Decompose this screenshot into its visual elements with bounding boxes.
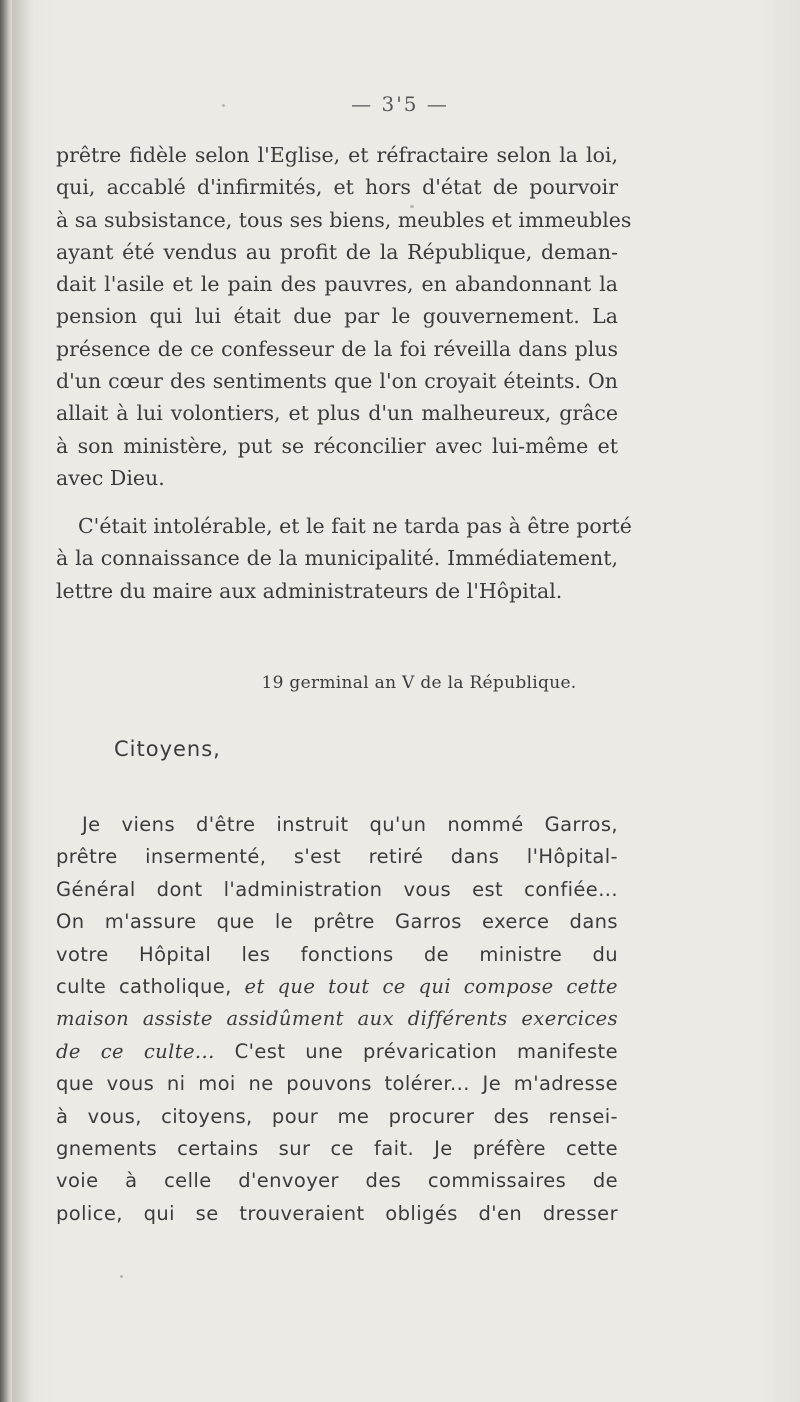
paragraph-1-line: pension qui lui était due par le gouvernement. La [56,304,618,329]
letter-line: votre Hôpital les fonctions de ministre du [56,942,618,966]
paragraph-1-line: dait l'asile et le pain des pauvres, en abandonnant la [56,272,618,297]
letter-body [56,809,618,1230]
paper-speck [410,205,414,208]
paragraph-2 [56,510,632,607]
letter-line-mixed [56,1036,618,1068]
paper-speck [120,1275,123,1278]
letter-line: On m'assure que le prêtre Garros exerce dans [56,910,618,934]
letter-line: à vous, citoyens, pour me procurer des rensei- [56,1104,618,1128]
page-binding-edge [0,0,12,1402]
binding-shadow [12,0,34,1402]
paragraph-1-line: d'un cœur des sentiments que l'on croyait éteints. On [56,369,618,394]
letter-line-mixed [56,971,618,1003]
letter-line-italic: et que tout ce qui compose cette [244,975,618,999]
paragraph-1 [56,139,632,494]
letter-line: que vous ni moi ne pouvons tolérer... Je m'adresse [56,1072,618,1096]
paragraph-1-line: présence de ce confesseur de la foi réveilla dans plus [56,336,618,361]
paragraph-1-line: à son ministère, put se réconcilier avec lui-même et [56,433,618,458]
letter-line-italic: maison assiste assidûment aux différents exercices [56,1007,618,1031]
letter-line: police, qui se trouveraient obligés d'en dresser [56,1201,618,1225]
letter-line-roman: culte catholique, [56,975,232,999]
letter-line: prêtre insermenté, s'est retiré dans l'Hôpital- [56,845,618,869]
letter-line: voie à celle d'envoyer des commissaires de [56,1169,618,1193]
paragraph-1-line: à sa subsistance, tous ses biens, meubles et immeubles [56,207,632,232]
letter-line-roman: C'est une prévarication manifeste [234,1039,618,1063]
letter-line: Je viens d'être instruit qu'un nommé Garros, [82,813,618,836]
paper-speck [222,104,225,107]
paragraph-2-line: à la connaissance de la municipalité. Immédiatement, [56,546,618,571]
letter-line: gnements certains sur ce fait. Je préfère cette [56,1137,618,1161]
paragraph-1-line: qui, accablé d'infirmités, et hors d'état de pourvoir [56,175,618,200]
letter-salutation: Citoyens, [114,737,221,761]
paragraph-1-line: prêtre fidèle selon l'Eglise, et réfractaire selon la loi, [56,143,618,167]
letter-date: 19 germinal an V de la République. [261,673,577,693]
letter-line-italic: de ce culte... [56,1039,215,1063]
letter-line: Général dont l'administration vous est confiée... [56,877,618,901]
paragraph-1-line: ayant été vendus au profit de la République, deman- [56,239,618,264]
page-number: — 3'5 — [351,92,449,116]
paragraph-2-line: C'était intolérable, et le fait ne tarda pas à être porté [78,514,632,538]
paragraph-1-line: allait à lui volontiers, et plus d'un malheureux, grâce [56,401,618,426]
paragraph-1-line: avec Dieu. [56,465,165,490]
paragraph-2-line: lettre du maire aux administrateurs de l'Hôpital. [56,578,563,603]
